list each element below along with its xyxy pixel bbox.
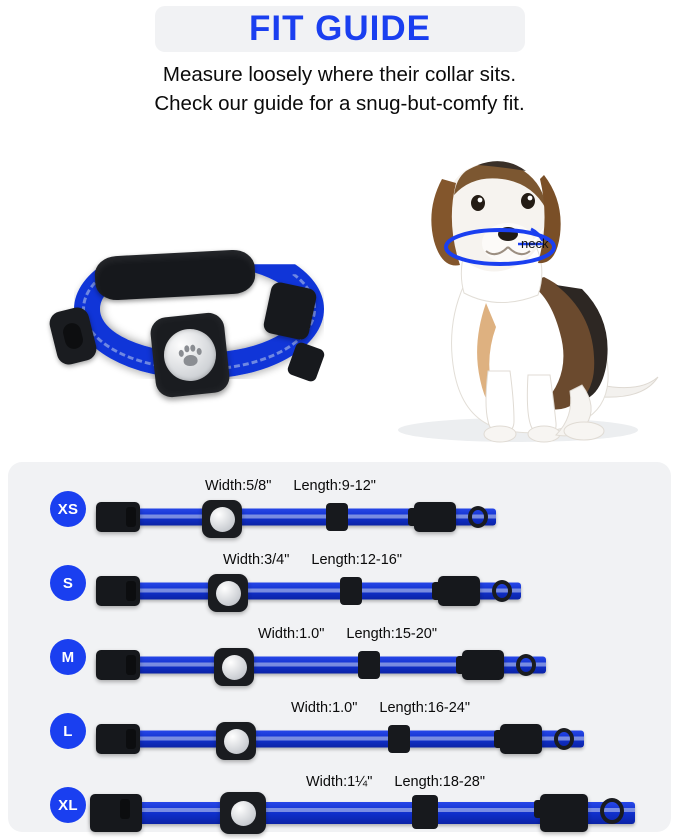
page-title: FIT GUIDE: [248, 9, 432, 48]
size-row-xl: [8, 768, 671, 839]
size-badge-xl: XL: [50, 787, 86, 823]
slider-xl: [412, 795, 438, 829]
size-chart-panel: [8, 462, 671, 832]
collar-product-photo: [35, 225, 355, 415]
d-ring-m: [516, 654, 536, 676]
width-label-s: Width:3/4": [223, 552, 290, 568]
subtitle: [0, 60, 679, 118]
size-row-xs: [8, 472, 671, 546]
buckle-right-s: [438, 576, 480, 606]
buckle-left-xl: [90, 794, 142, 832]
buckle-right-l: [500, 724, 542, 754]
buckle-right-xl: [540, 794, 588, 832]
length-label-l: Length:16-24": [379, 700, 471, 716]
slider-m: [358, 651, 380, 679]
collar-graphic-xl: [90, 792, 635, 834]
subtitle-line-1: Measure loosely where their collar sits.: [162, 63, 517, 86]
size-row-m: [8, 620, 671, 694]
size-dims-s: [223, 552, 402, 568]
length-label-xs: Length:9-12": [293, 478, 376, 494]
buckle-left-xs: [96, 502, 140, 532]
subtitle-line-2: Check our guide for a snug-but-comfy fit.: [154, 92, 525, 115]
airtag-holder: [149, 311, 231, 398]
collar-graphic-m: [96, 648, 546, 682]
buckle-right-xs: [414, 502, 456, 532]
airtag-disc: [161, 326, 218, 383]
length-label-xl: Length:18-28": [394, 774, 486, 790]
size-dims-m: [258, 626, 437, 642]
length-label-m: Length:15-20": [346, 626, 438, 642]
collar-neoprene-pad: [94, 249, 256, 301]
buckle-left-m: [96, 650, 140, 680]
dog-photo: [368, 135, 668, 445]
slider-s: [340, 577, 362, 605]
size-badge-m: M: [50, 639, 86, 675]
d-ring-xs: [468, 506, 488, 528]
airtag-holder-xl: [220, 792, 266, 834]
width-label-xl: Width:1¼": [306, 774, 373, 790]
buckle-left-l: [96, 724, 140, 754]
slider-xs: [326, 503, 348, 531]
collar-graphic-xs: [96, 500, 496, 534]
collar-graphic-s: [96, 574, 521, 608]
size-dims-xl: [306, 774, 485, 790]
length-label-s: Length:12-16": [311, 552, 403, 568]
size-row-l: [8, 694, 671, 768]
size-badge-s: S: [50, 565, 86, 601]
buckle-left-s: [96, 576, 140, 606]
width-label-m: Width:1.0": [258, 626, 325, 642]
width-label-l: Width:1.0": [291, 700, 358, 716]
d-ring-l: [554, 728, 574, 750]
airtag-holder-s: [208, 574, 248, 612]
slider-l: [388, 725, 410, 753]
airtag-holder-xs: [202, 500, 242, 538]
width-label-xs: Width:5/8": [205, 478, 272, 494]
d-ring-s: [492, 580, 512, 602]
airtag-holder-m: [214, 648, 254, 686]
size-badge-l: L: [50, 713, 86, 749]
size-dims-l: [291, 700, 470, 716]
paw-icon: [177, 343, 203, 367]
neck-label: neck: [521, 236, 549, 251]
size-badge-xs: XS: [50, 491, 86, 527]
size-row-s: [8, 546, 671, 620]
collar-graphic-l: [96, 722, 584, 756]
size-dims-xs: [205, 478, 376, 494]
d-ring-xl: [600, 798, 624, 824]
dog-illustration: [368, 135, 668, 445]
airtag-holder-l: [216, 722, 256, 760]
buckle-right-m: [462, 650, 504, 680]
